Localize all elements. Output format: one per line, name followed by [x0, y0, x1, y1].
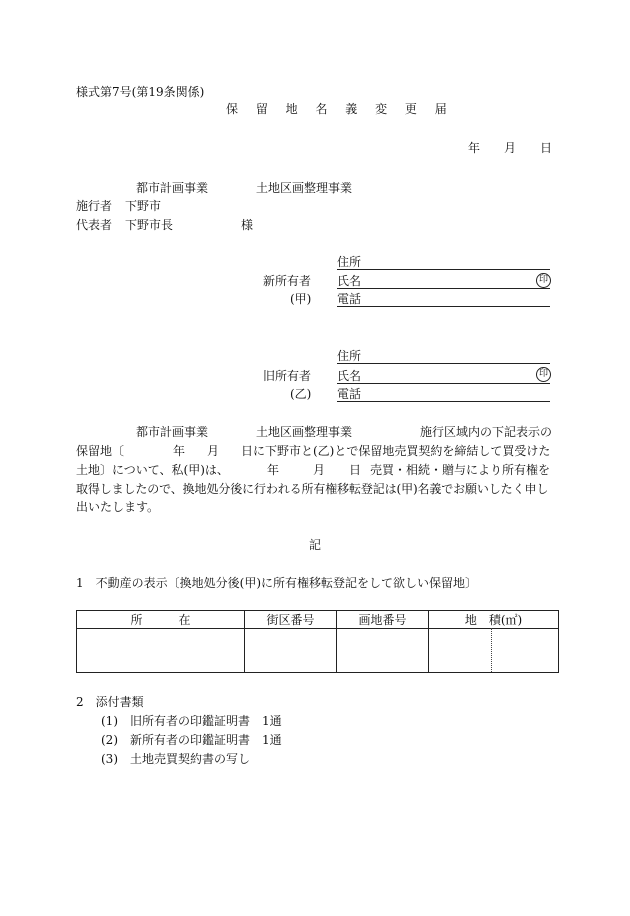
header-area: 地 積(㎡) — [429, 611, 559, 629]
header-location: 所 在 — [77, 611, 245, 629]
new-owner-seal-icon: 印 — [536, 273, 551, 288]
body-line1-c: 施行区域内の下記表示の — [420, 425, 553, 439]
document-title: 保 留 地 名 義 変 更 届 — [226, 102, 454, 116]
section1-heading: 1 不動産の表示〔換地処分後(甲)に所有権移転登記をして欲しい保留地〕 — [76, 576, 478, 590]
new-owner-name-line[interactable] — [337, 288, 550, 289]
cell-block-number[interactable] — [245, 629, 337, 673]
project-land-readjustment: 土地区画整理事業 — [256, 181, 353, 195]
cell-lot-number[interactable] — [337, 629, 429, 673]
body-line1-a: 都市計画事業 — [136, 425, 209, 439]
table-header-row — [77, 611, 559, 629]
body-line3-a: 土地〕について、私(甲)は、 — [76, 463, 229, 477]
representative-value: 下野市長 — [125, 218, 174, 232]
header-block-number: 街区番号 — [245, 611, 337, 629]
attachment-1-text: 旧所有者の印鑑証明書 1通 — [130, 714, 282, 728]
attachment-1-num: (1) — [101, 714, 118, 728]
old-owner-label: 旧所有者 — [263, 369, 312, 383]
operator-label: 施行者 — [76, 199, 113, 213]
attachment-3-text: 土地売買契約書の写し — [130, 752, 251, 766]
body-line2-d: 日に下野市と(乙)とで保留地売買契約を締結して買受けた — [241, 444, 551, 458]
body-line5: 出いたします。 — [76, 500, 160, 514]
body-line3-b: 年 — [267, 463, 280, 477]
section2-heading: 2 添付書類 — [76, 695, 144, 709]
old-owner-name-line[interactable] — [337, 383, 550, 384]
body-line4: 取得しましたので、換地処分後に行われる所有権移転登記は(甲)名義でお願いしたく申し — [76, 482, 549, 496]
attachment-2-num: (2) — [101, 733, 118, 747]
attachment-3-num: (3) — [101, 752, 118, 766]
body-line3-d: 日 — [349, 463, 362, 477]
table-row — [77, 629, 559, 673]
project-city-planning: 都市計画事業 — [136, 181, 209, 195]
new-owner-phone-line[interactable] — [337, 306, 550, 307]
old-owner-phone-label: 電話 — [337, 387, 362, 401]
date-line: 年 月 日 — [468, 141, 553, 155]
honorific: 様 — [241, 218, 254, 232]
area-decimal-divider — [491, 628, 494, 672]
new-owner-party: (甲) — [290, 292, 312, 306]
new-owner-address-line[interactable] — [337, 269, 550, 270]
body-line2-b: 年 — [173, 444, 186, 458]
new-owner-label: 新所有者 — [263, 274, 312, 288]
body-line2-a: 保留地〔 — [76, 444, 125, 458]
old-owner-seal-icon: 印 — [536, 367, 551, 382]
property-table — [76, 610, 559, 673]
old-owner-party: (乙) — [290, 387, 312, 401]
form-number: 様式第7号(第19条関係) — [76, 85, 205, 99]
old-owner-name-label: 氏名 — [337, 369, 362, 383]
body-line3-c: 月 — [313, 463, 326, 477]
body-line3-e: 売買・相続・贈与により所有権を — [370, 463, 551, 477]
old-owner-phone-line[interactable] — [337, 401, 550, 402]
operator-value: 下野市 — [125, 199, 162, 213]
representative-label: 代表者 — [76, 218, 113, 232]
new-owner-phone-label: 電話 — [337, 292, 362, 306]
new-owner-name-label: 氏名 — [337, 274, 362, 288]
body-line2-c: 月 — [207, 444, 220, 458]
header-lot-number: 画地番号 — [337, 611, 429, 629]
new-owner-address-label: 住所 — [337, 255, 362, 269]
ki-mark: 記 — [309, 538, 322, 552]
body-line1-b: 土地区画整理事業 — [256, 425, 353, 439]
old-owner-address-line[interactable] — [337, 363, 550, 364]
old-owner-address-label: 住所 — [337, 349, 362, 363]
attachment-2-text: 新所有者の印鑑証明書 1通 — [130, 733, 282, 747]
cell-location[interactable] — [77, 629, 245, 673]
